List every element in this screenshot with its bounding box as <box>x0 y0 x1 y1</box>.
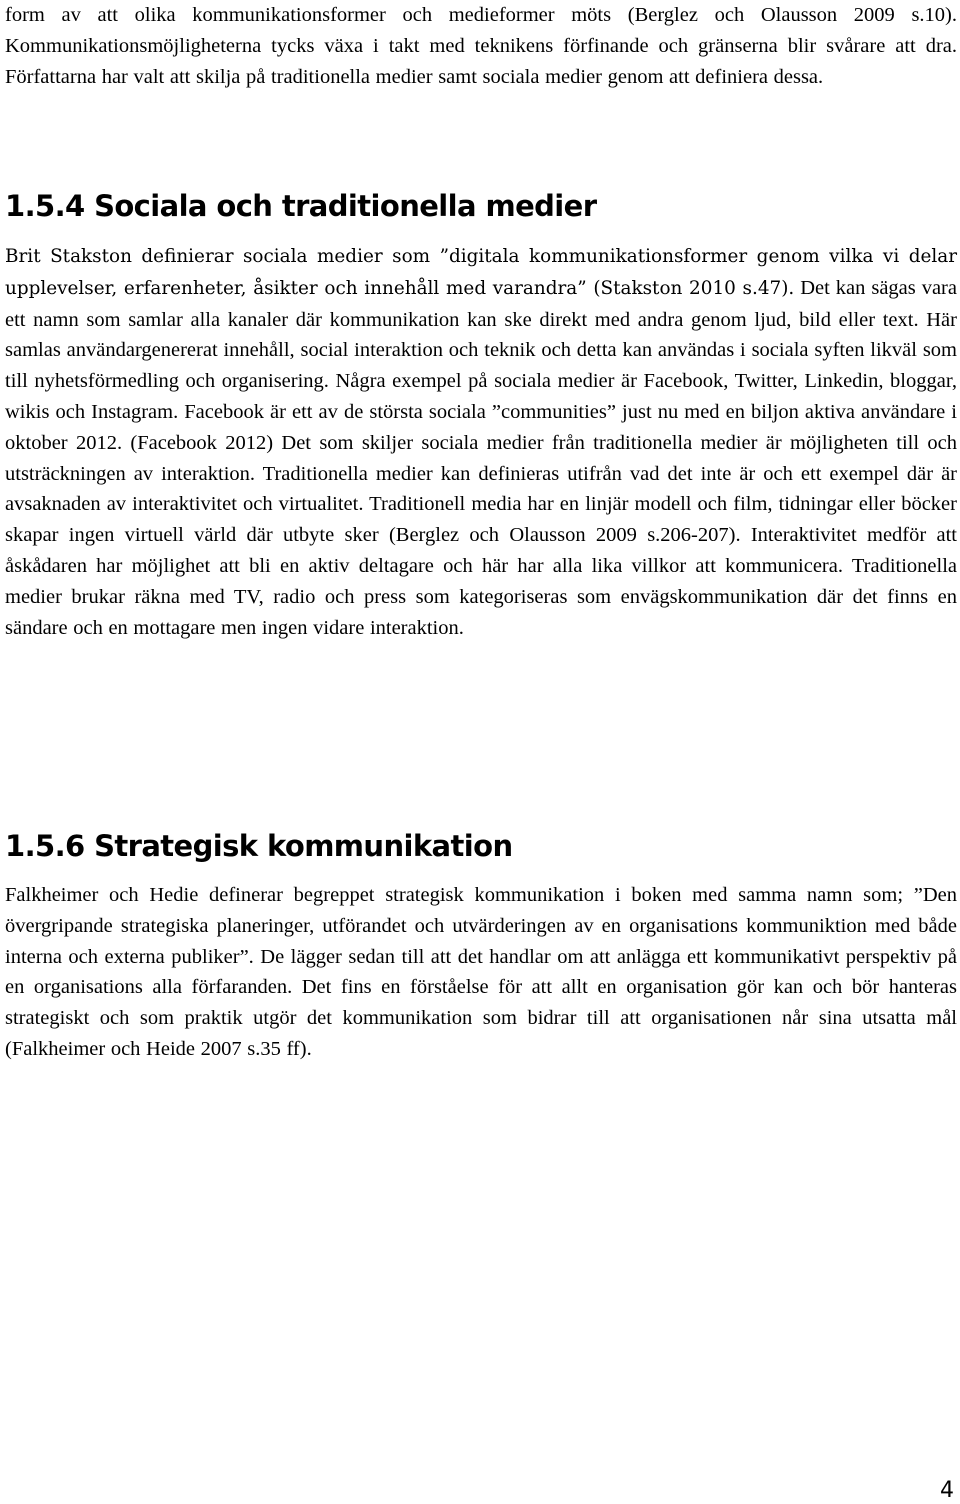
section-heading-sociala-medier: 1.5.4 Sociala och traditionella medier <box>5 189 597 223</box>
definition-sentence: Brit Stakston definierar sociala medier som ”digitala kommunikationsformer genom vilka vi delar upplevelser, erfarenheter, åsikter och innehåll med varandra” (Stakston 2010 s.47). <box>5 246 957 299</box>
page-number: 4 <box>940 1478 954 1503</box>
section-heading-strategisk-kommunikation: 1.5.6 Strategisk kommunikation <box>5 829 513 863</box>
paragraph-strategisk-kommunikation: Falkheimer och Hedie definerar begreppet strategisk kommunikation i boken med samma namn som; ”Den övergripande strategiska planeringer, utförandet och utvärderingen av en organisations kommuniktion med både interna och externa publiker”. De lägger sedan till att det handlar om att anlägga ett kommunikativt perspektiv på en organisations alla förfaranden. Det fins en förståelse för att allt en organisation gör kan och bör hanteras strategiskt och som praktik utgör det kommunikation som bidrar till att organisationen når sina utsatta mål (Falkheimer och Heide 2007 s.35 ff). <box>5 884 957 1060</box>
document-page <box>5 0 960 1504</box>
intro-paragraph: form av att olika kommunikationsformer och medieformer möts (Berglez och Olausson 2009 s.10). Kommunikationsmöjligheterna tycks växa i takt med teknikens förfinande och gränserna blir svårare att dra. Författarna har valt att skilja på traditionella medier samt sociala medier genom att definiera dessa. <box>5 4 957 88</box>
paragraph-sociala-medier <box>5 241 957 643</box>
section-body-strategisk-kommunikation <box>5 880 957 1065</box>
paragraph-continuation: Det kan sägas vara ett namn som samlar alla kanaler där kommunikation kan ske direkt med andra genom ljud, bild eller text. Här samlas användargenererat innehåll, social interaktion och teknik och detta kan användas i sociala syften likväl som till nyhetsförmedling och organisering. Några exempel på sociala medier är Facebook, Twitter, Linkedin, bloggar, wikis och Instagram. Facebook är ett av de största sociala ”communities” just nu med en biljon aktiva användare i oktober 2012. (Facebook 2012) Det som skiljer sociala medier från traditionella medier är möjligheten till och utsträckningen av interaktion. Traditionella medier kan definieras utifrån vad det inte är och ett exempel där är avsaknaden av interaktivitet och virtualitet. Traditionell media har en linjär modell och film, tidningar eller böcker skapar ingen virtuell värld där utbyte sker (Berglez och Olausson 2009 s.206-207). Interaktivitet medför att åskådaren har möjlighet att bli en aktiv deltagare och här har alla lika villkor att kommunicera. Traditionella medier brukar räkna med TV, radio och press som kategoriseras som envägskommunikation där det finns en sändare och en mottagare men ingen vidare interaktion. <box>5 276 957 639</box>
section-body-sociala-medier <box>5 241 957 643</box>
